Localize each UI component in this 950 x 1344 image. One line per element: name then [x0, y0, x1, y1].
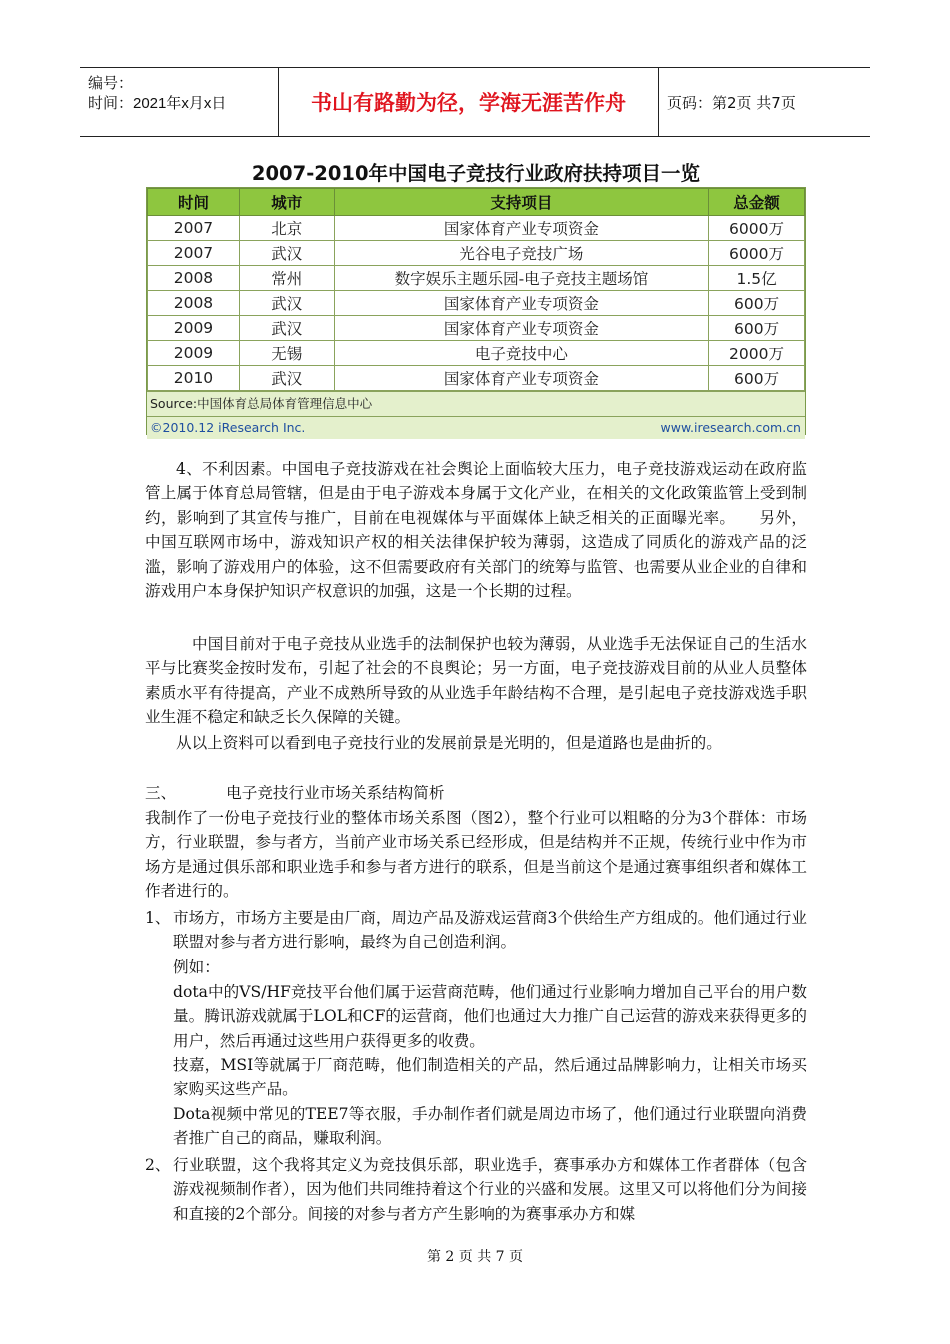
cell-year: 2007 — [148, 241, 240, 266]
table-header-row — [148, 189, 805, 216]
paragraph-legal-protection: 中国目前对于电子竞技从业选手的法制保护也较为薄弱，从业选手无法保证自己的生活水平与比赛奖金按时发布，引起了社会的不良舆论；另一方面，电子竞技游戏目前的从业人员整体素质水平有待提高，产业不成熟所导致的从业选手年龄结构不合理，是引起电子竞技游戏选手职业生涯不稳定和缺乏长久保障的关键。 — [145, 635, 807, 727]
column-header: 城市 — [239, 189, 334, 216]
support-projects-figure — [146, 187, 806, 435]
cell-city: 北京 — [239, 216, 334, 241]
table-row — [148, 241, 805, 266]
cell-amount: 600万 — [709, 366, 805, 391]
example-dota: dota中的VS/HF竞技平台他们属于运营商范畴，他们通过行业影响力增加自己平台的用户数量。腾讯游戏就属于LOL和CF的运营商，他们也通过大力推广自己运营的游戏来获得更多的用户，然后再通过这些用户获得更多的收费。 — [173, 983, 807, 1050]
list-item-alliance: 行业联盟，这个我将其定义为竞技俱乐部，职业选手，赛事承办方和媒体工作者群体（包含游戏视频制作者），因为他们共同维持着这个行业的兴盛和发展。这里又可以将他们分为间接和直接的2个部分。间接的对参与者方产生影响的为赛事承办方和媒 — [173, 1156, 807, 1223]
cell-city: 无锡 — [239, 341, 334, 366]
cell-project: 电子竞技中心 — [334, 341, 708, 366]
cell-year: 2010 — [148, 366, 240, 391]
cell-year: 2009 — [148, 316, 240, 341]
cell-year: 2008 — [148, 266, 240, 291]
column-header: 总金额 — [709, 189, 805, 216]
table-row — [148, 366, 805, 391]
cell-city: 常州 — [239, 266, 334, 291]
cell-amount: 600万 — [709, 316, 805, 341]
cell-project: 国家体育产业专项资金 — [334, 291, 708, 316]
cell-amount: 2000万 — [709, 341, 805, 366]
figure-copyright: ©2010.12 iResearch Inc. — [150, 420, 306, 435]
cell-project: 国家体育产业专项资金 — [334, 216, 708, 241]
cell-amount: 6000万 — [709, 216, 805, 241]
example-manufacturers: 技嘉，MSI等就属于厂商范畴，他们制造相关的产品，然后通过品牌影响力，让相关市场买家购买这些产品。 — [173, 1056, 807, 1099]
cell-city: 武汉 — [239, 241, 334, 266]
table-row — [148, 291, 805, 316]
header-motto: 书山有路勤为径，学海无涯苦作舟 — [279, 68, 659, 136]
paragraph-outlook: 从以上资料可以看到电子竞技行业的发展前景是光明的，但是道路也是曲折的。 — [176, 734, 722, 752]
section-heading — [145, 781, 807, 805]
page-footer: 第 2 页 共 7 页 — [426, 1249, 524, 1265]
table-row — [148, 216, 805, 241]
example-label: 例如： — [173, 958, 220, 976]
cell-amount: 600万 — [709, 291, 805, 316]
figure-title: 2007-2010年中国电子竞技行业政府扶持项目一览 — [251, 162, 701, 185]
figure-source: Source:中国体育总局体育管理信息中心 — [147, 391, 805, 416]
cell-amount: 6000万 — [709, 241, 805, 266]
column-header: 支持项目 — [334, 189, 708, 216]
figure-credit — [147, 416, 805, 439]
table-row — [148, 316, 805, 341]
serial-label: 编号： — [88, 75, 134, 92]
list-number: 1、 — [145, 909, 171, 927]
example-peripherals: Dota视频中常见的TEE7等衣服，手办制作者们就是周边市场了，他们通过行业联盟向消费者推广自己的商品，赚取利润。 — [173, 1105, 807, 1148]
column-header: 时间 — [148, 189, 240, 216]
table-row — [148, 266, 805, 291]
cell-project: 数字娱乐主题乐园-电子竞技主题场馆 — [334, 266, 708, 291]
cell-year: 2009 — [148, 341, 240, 366]
cell-city: 武汉 — [239, 366, 334, 391]
cell-project: 国家体育产业专项资金 — [334, 366, 708, 391]
list-number: 2、 — [145, 1156, 171, 1174]
list-item-market: 市场方，市场方主要是由厂商，周边产品及游戏运营商3个供给生产方组成的。他们通过行业联盟对参与者方进行影响，最终为自己创造利润。 — [173, 909, 807, 952]
figure-website: www.iresearch.com.cn — [660, 420, 801, 435]
header-meta — [80, 68, 279, 136]
paragraph-market-overview: 我制作了一份电子竞技行业的整体市场关系图（图2），整个行业可以粗略的分为3个群体：市场方，行业联盟，参与者方，当前产业市场关系已经形成，但是结构并不正规，传统行业中作为市场方是通过俱乐部和职业选手和参与者方进行的联系，但是当前这个是通过赛事组织者和媒体工作者进行的。 — [145, 809, 807, 901]
header-page-info: 页码：第2页 共7页 — [667, 93, 796, 112]
table-row — [148, 341, 805, 366]
support-projects-table — [147, 188, 805, 391]
paragraph-unfavorable-factors: 4、不利因素。中国电子竞技游戏在社会舆论上面临较大压力，电子竞技游戏运动在政府监管上属于体育总局管辖，但是由于电子游戏本身属于文化产业，在相关的文化政策监管上受到制约，影响到了其宣传与推广，目前在电视媒体与平面媒体上缺乏相关的正面曝光率。 另外，中国互联网市场中，游戏知识产权的相关法律保护较为薄弱，这造成了同质化的游戏产品的泛滥，影响了游戏用户的体验，这不但需要政府有关部门的统筹与监管、也需要从业企业的自律和游戏用户本身保护知识产权意识的加强，这是一个长期的过程。 — [145, 460, 807, 601]
cell-city: 武汉 — [239, 316, 334, 341]
cell-city: 武汉 — [239, 291, 334, 316]
section-number: 三、 — [145, 784, 177, 802]
cell-project: 国家体育产业专项资金 — [334, 316, 708, 341]
section-title: 电子竞技行业市场关系结构简析 — [226, 784, 445, 802]
cell-amount: 1.5亿 — [709, 266, 805, 291]
cell-year: 2008 — [148, 291, 240, 316]
cell-project: 光谷电子竞技广场 — [334, 241, 708, 266]
time-label: 时间：2021年x月x日 — [88, 95, 227, 112]
cell-year: 2007 — [148, 216, 240, 241]
page-header — [80, 67, 870, 137]
